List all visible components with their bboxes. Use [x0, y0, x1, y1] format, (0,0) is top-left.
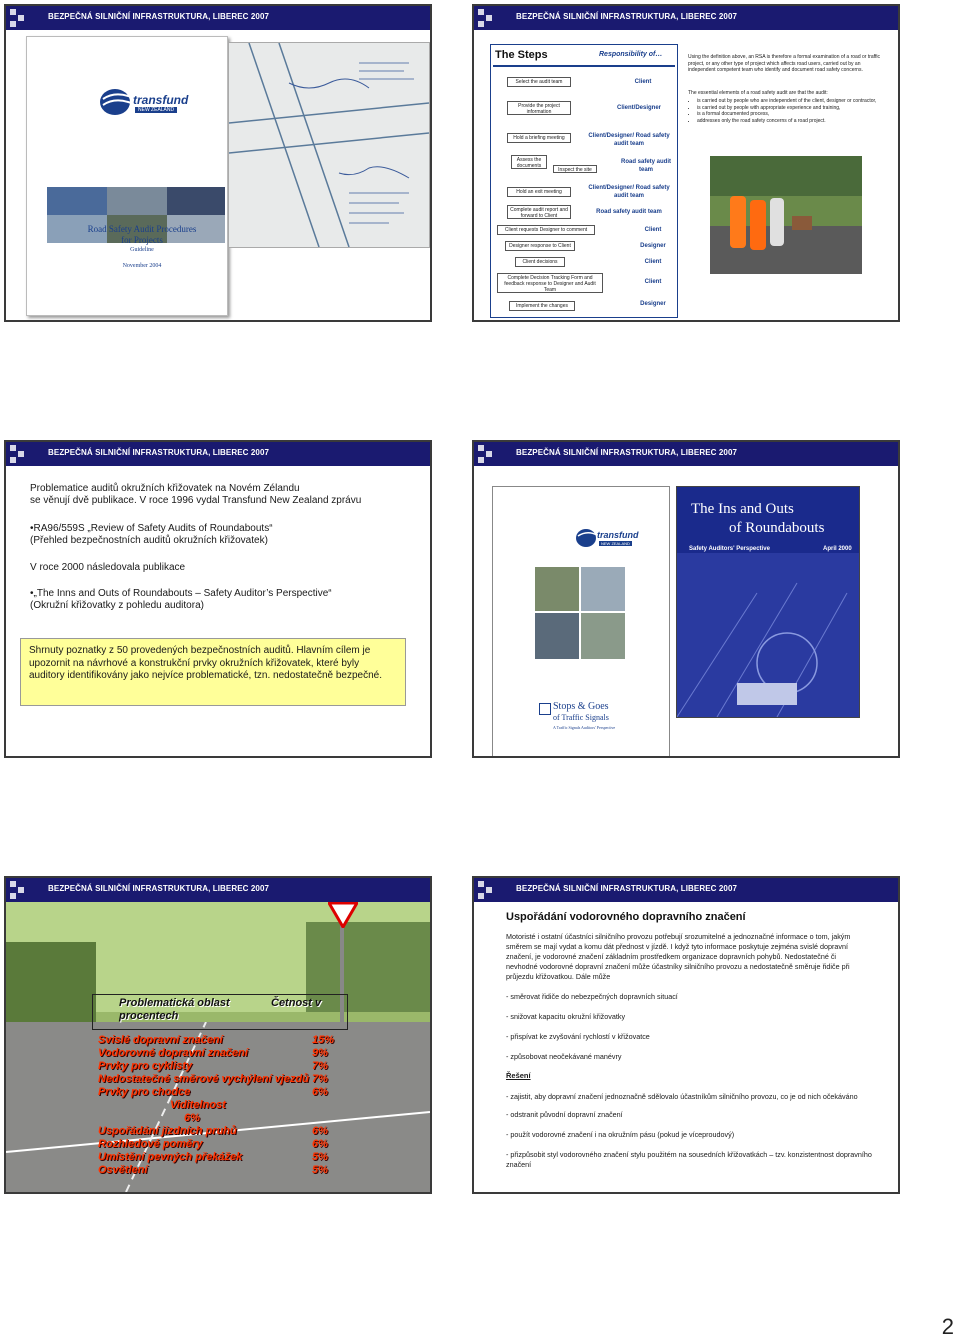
slide-header	[474, 442, 898, 466]
list-item: • is carried out by people with appropriate experience and training,	[697, 105, 893, 112]
responsibility-label: Road safety audit team	[621, 159, 672, 173]
cover-subtitle: Guideline	[130, 247, 154, 253]
summary-note-text: Shrnuty poznatky z 50 provedených bezpečnostních auditů. Hlavním cílem je upozornit na návrhové a konstrukční prvky okružních křižovatek, které byly auditory identifikovány jako nejvíce problematické, tzn. nedostatečně bezpečné.	[29, 645, 382, 681]
cover-title-line1: Road Safety Audit Procedures	[87, 224, 197, 234]
section-title: Uspořádání vodorovného dopravního značení	[506, 911, 746, 923]
problem-value: 5%	[312, 1151, 328, 1163]
step-box: Inspect the site	[553, 165, 597, 173]
rsa-elements-lead: The essential elements of a road safety audit are that the audit:	[688, 90, 828, 96]
title-rule	[493, 65, 675, 67]
list-item: - snižovat kapacitu okružní křižovatky	[506, 1012, 626, 1021]
list-item: - přispívat ke zvyšování rychlostí v křižovatce	[506, 1032, 650, 1041]
report-title: •RA96/559S „Review of Safety Audits of Roundabouts“	[30, 523, 273, 534]
book3-title-2: of Roundabouts	[729, 520, 825, 536]
header-title: BEZPEČNÁ SILNIČNÍ INFRASTRUKTURA, LIBEREC 2007	[516, 884, 738, 893]
responsibility-label: Client	[644, 259, 662, 265]
plan-drawing-icon	[229, 43, 429, 247]
problem-label: Umístění pevných překážek	[98, 1151, 243, 1163]
step-box: Client requests Designer to comment	[497, 225, 595, 235]
book-cover-review	[492, 486, 670, 758]
publication-intro: V roce 2000 následovala publikace	[30, 562, 186, 573]
rsa-definition-text: Using the definition above, an RSA is therefore a formal examination of a road or traffic project, or any other type of project which affects road users, carried out by an independent competent team who identify and document road safety concerns.	[688, 54, 880, 73]
header-decoration	[10, 881, 40, 899]
header-decoration	[10, 9, 40, 27]
rsa-elements-list	[688, 98, 893, 124]
responsibility-label: Client/Designer/ Road safety audit team	[588, 133, 670, 147]
header-title: BEZPEČNÁ SILNIČNÍ INFRASTRUKTURA, LIBEREC 2007	[48, 884, 270, 893]
table-col2-header: Četnost v	[271, 997, 322, 1009]
slide-2	[472, 4, 900, 322]
problem-value: 5%	[312, 1164, 328, 1176]
responsibility-label: Client	[644, 279, 662, 285]
summary-note-box	[20, 638, 406, 706]
problem-value: 7%	[312, 1073, 328, 1085]
report-translation: (Přehled bezpečnostních auditů okružních křižovatek)	[30, 535, 268, 546]
responsibility-title: Responsibility of…	[599, 51, 663, 58]
book3-title-1: The Ins and Outs	[691, 501, 794, 517]
effects-list	[506, 992, 866, 1062]
header-title: BEZPEČNÁ SILNIČNÍ INFRASTRUKTURA, LIBEREC 2007	[516, 448, 738, 457]
solution-heading: Řešení	[506, 1071, 531, 1080]
problem-label: Vodorovné dopravní značení	[98, 1047, 248, 1059]
auditors-photo	[710, 156, 862, 274]
problem-value: 7%	[312, 1060, 328, 1072]
problem-label: Nedostatečné směrové vychýlení vjezdů	[98, 1073, 309, 1085]
responsibility-label: Client	[644, 227, 662, 233]
problem-table-header	[92, 994, 348, 1030]
step-box: Client decisions	[515, 257, 565, 267]
book-cover-illustration	[677, 553, 859, 717]
problem-value: 6%	[312, 1125, 328, 1137]
steps-diagram	[490, 44, 678, 318]
header-title: BEZPEČNÁ SILNIČNÍ INFRASTRUKTURA, LIBEREC 2007	[48, 12, 270, 21]
responsibility-label: Client/Designer	[616, 105, 661, 111]
slide-header	[6, 6, 430, 30]
header-decoration	[478, 881, 508, 899]
responsibility-label: Road safety audit team	[596, 209, 662, 215]
list-item: • is carried out by people who are independent of the client, designer or contractor,	[697, 98, 893, 105]
intro-line-1: Problematice auditů okružních křižovatek na Novém Zélandu	[30, 483, 300, 494]
step-box: Complete audit report and forward to Client	[507, 205, 571, 219]
slide-header	[6, 878, 430, 902]
problem-value: 15%	[312, 1034, 335, 1046]
logo-text: transfund	[597, 530, 639, 540]
logo-subtext: NEW ZEALAND	[135, 107, 177, 113]
cover-date: November 2004	[122, 263, 162, 269]
slide-header	[474, 6, 898, 30]
page-number: 2	[941, 1314, 954, 1339]
step-box: Provide the project information	[507, 101, 571, 115]
book-cover-roundabouts	[676, 486, 860, 718]
book2-subtitle: A Traffic Signals Auditors' Perspective	[553, 725, 616, 730]
problem-label: Prvky pro cyklisty	[98, 1060, 193, 1072]
logo-text: transfund	[133, 93, 189, 107]
slide-4	[472, 440, 900, 758]
intro-line-2: se věnují dvě publikace. V roce 1996 vydal Transfund New Zealand zprávu	[30, 495, 362, 506]
slide-1	[4, 4, 432, 322]
responsibility-label: Client/Designer/ Road safety audit team	[588, 185, 670, 199]
solutions-list	[506, 1092, 876, 1170]
list-item: - způsobovat neočekávané manévry	[506, 1052, 622, 1061]
book-photo-grid	[535, 567, 625, 659]
section-intro: Motoristé i ostatní účastníci silničního provozu potřebují srozumitelné a jednoznačné informace o tom, jakým směrem se mají vydat a komu dát přednost v jízdě. I když tyto informace poskytuje zejména svislé dopravní značení, je vodorovné značení základním prostředkem organizace dopravních pohybů. Nedostatečné či nevhodné vodorovné dopravní značení může účastníky silničního provozu a nedostatečně směruje řidiče při průjezdu křižovatkou. Dále může	[506, 932, 851, 981]
step-box: Implement the changes	[509, 301, 575, 311]
yield-sign-icon	[328, 902, 358, 928]
cover-title-line2: for Projects	[121, 235, 163, 245]
slide-header	[474, 878, 898, 902]
problem-label: Rozhledové poměry	[98, 1138, 203, 1150]
book3-subtitle: Safety Auditors' Perspective	[689, 546, 770, 552]
header-decoration	[478, 9, 508, 27]
responsibility-label: Designer	[640, 243, 666, 249]
problem-label: Prvky pro chodce	[98, 1086, 191, 1098]
slide-3	[4, 440, 432, 758]
book3-date: April 2000	[823, 546, 852, 552]
table-col1-header: Problematická oblast procentech	[119, 997, 230, 1022]
list-item: - zajistit, aby dopravní značení jednoznačně sdělovalo účastníkům silničního provozu, co je od nich očekáváno	[506, 1092, 858, 1101]
header-title: BEZPEČNÁ SILNIČNÍ INFRASTRUKTURA, LIBEREC 2007	[48, 448, 270, 457]
list-item: - odstranit původní dopravní značení	[506, 1110, 623, 1119]
problem-value: 6%	[312, 1086, 328, 1098]
step-box: Complete Decision Tracking Form and feedback response to Designer and Audit Team	[497, 273, 603, 293]
slide-header	[6, 442, 430, 466]
problem-value: 6%	[312, 1138, 328, 1150]
slide-5	[4, 876, 432, 1194]
book2-title-1: Stops & Goes	[553, 701, 609, 712]
publication-title: •„The Inns and Outs of Roundabouts – Safety Auditor’s Perspective“	[30, 588, 332, 599]
problem-label: Uspořádání jízdních pruhů	[98, 1125, 237, 1137]
problem-value: 9%	[312, 1047, 328, 1059]
list-item: • addresses only the road safety concerns of a road project.	[697, 118, 893, 125]
plan-sheet-photo	[228, 42, 430, 248]
responsibility-label: Designer	[640, 301, 666, 307]
steps-title: The Steps	[495, 49, 548, 61]
book2-title-2: of Traffic Signals	[553, 713, 609, 722]
header-decoration	[10, 445, 40, 463]
problem-label: Viditelnost	[170, 1099, 226, 1111]
document-cover	[26, 36, 228, 316]
problem-label: Svislé dopravní značení	[98, 1034, 223, 1046]
step-box: Hold a briefing meeting	[507, 133, 571, 143]
list-item: • is a formal documented process,	[697, 111, 893, 118]
list-item: - přizpůsobit styl vodorovného značení stylu použitém na sousedních křižovatkách – tzv. konzistentnost dopravního značení	[506, 1150, 872, 1169]
slide-6	[472, 876, 900, 1194]
list-item: - použít vodorovné značení i na okružním pásu (pokud je víceproudový)	[506, 1130, 735, 1139]
book-stops-goes	[539, 701, 667, 741]
responsibility-label: Client	[634, 79, 652, 85]
logo-subtext: NEW ZEALAND	[601, 541, 630, 546]
step-box: Designer response to Client	[505, 241, 575, 251]
list-item: - směrovat řidiče do nebezpečných dopravních situací	[506, 992, 678, 1001]
header-title: BEZPEČNÁ SILNIČNÍ INFRASTRUKTURA, LIBEREC 2007	[516, 12, 738, 21]
problem-label: Osvětlení	[98, 1164, 148, 1176]
header-decoration	[478, 445, 508, 463]
step-box: Select the audit team	[507, 77, 571, 87]
step-box: Assess the documents	[511, 155, 547, 169]
transfund-logo	[99, 87, 209, 117]
problem-value: 6%	[184, 1112, 200, 1124]
step-box: Hold an exit meeting	[507, 187, 571, 197]
publication-translation: (Okružní křižovatky z pohledu auditora)	[30, 600, 204, 611]
